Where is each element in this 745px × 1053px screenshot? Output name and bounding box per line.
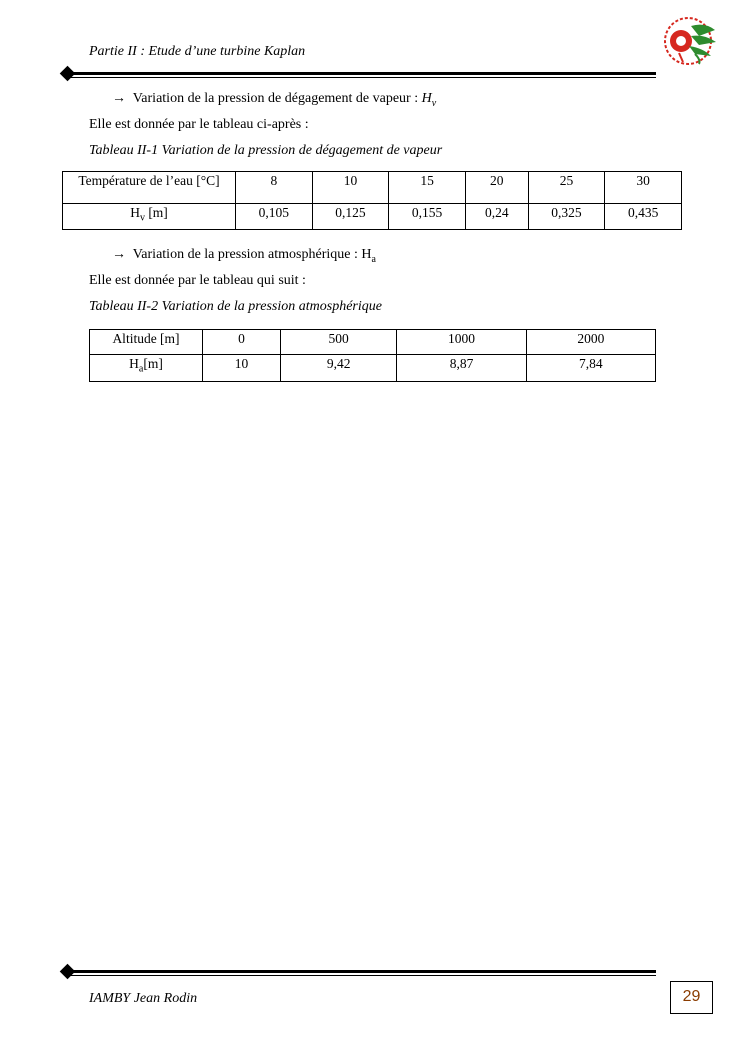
table-cell: 8 bbox=[236, 172, 313, 204]
table-cell: 0,325 bbox=[528, 204, 605, 230]
table-cell: 2000 bbox=[526, 330, 655, 355]
table-cell: 7,84 bbox=[526, 355, 655, 382]
table-header-label: Température de l’eau [°C] bbox=[63, 172, 236, 204]
bullet-vapor-pressure: → Variation de la pression de dégagement de vapeur : $H_v$ bbox=[112, 91, 437, 109]
bullet-atmospheric-pressure: → Variation de la pression atmosphérique : $H_a$ bbox=[112, 247, 376, 265]
table-row bbox=[90, 355, 656, 382]
intro-text-1: Elle est donnée par le tableau ci-après : bbox=[89, 117, 309, 132]
vapor-pressure-table bbox=[62, 171, 682, 230]
table-cell: 10 bbox=[312, 172, 389, 204]
table-cell: 0,435 bbox=[605, 204, 682, 230]
intro-text-2: Elle est donnée par le tableau qui suit : bbox=[89, 273, 306, 288]
header-title: Partie II : Etude d’une turbine Kaplan bbox=[89, 44, 306, 59]
table-cell: 15 bbox=[389, 172, 466, 204]
table-cell: 0,125 bbox=[312, 204, 389, 230]
table-caption-2: Tableau II-2 Variation de la pression atmosphérique bbox=[89, 299, 382, 314]
institution-logo-icon bbox=[661, 14, 719, 66]
table-cell: 1000 bbox=[397, 330, 526, 355]
footer-author: IAMBY Jean Rodin bbox=[89, 991, 198, 1006]
diamond-icon bbox=[60, 964, 76, 980]
table-cell: 25 bbox=[528, 172, 605, 204]
table-row bbox=[90, 330, 656, 355]
atmospheric-pressure-table bbox=[89, 329, 656, 382]
table-cell: 20 bbox=[465, 172, 528, 204]
table-cell: 8,87 bbox=[397, 355, 526, 382]
table-row bbox=[63, 204, 682, 230]
table-row-label: $H_v$ [m] bbox=[63, 204, 236, 230]
table-caption-1: Tableau II-1 Variation de la pression de dégagement de vapeur bbox=[89, 143, 443, 158]
table-cell: 9,42 bbox=[280, 355, 396, 382]
table-cell: 0 bbox=[203, 330, 281, 355]
table-cell: 30 bbox=[605, 172, 682, 204]
page-number: 29 bbox=[670, 981, 713, 1014]
arrow-icon: → bbox=[112, 91, 126, 106]
arrow-icon: → bbox=[112, 247, 126, 262]
table-cell: 0,105 bbox=[236, 204, 313, 230]
table-row bbox=[63, 172, 682, 204]
table-header-label: Altitude [m] bbox=[90, 330, 203, 355]
table-cell: 0,24 bbox=[465, 204, 528, 230]
diamond-icon bbox=[60, 66, 76, 82]
table-cell: 0,155 bbox=[389, 204, 466, 230]
table-cell: 10 bbox=[203, 355, 281, 382]
table-cell: 500 bbox=[280, 330, 396, 355]
table-row-label: $H_a[m]$ bbox=[90, 355, 203, 382]
